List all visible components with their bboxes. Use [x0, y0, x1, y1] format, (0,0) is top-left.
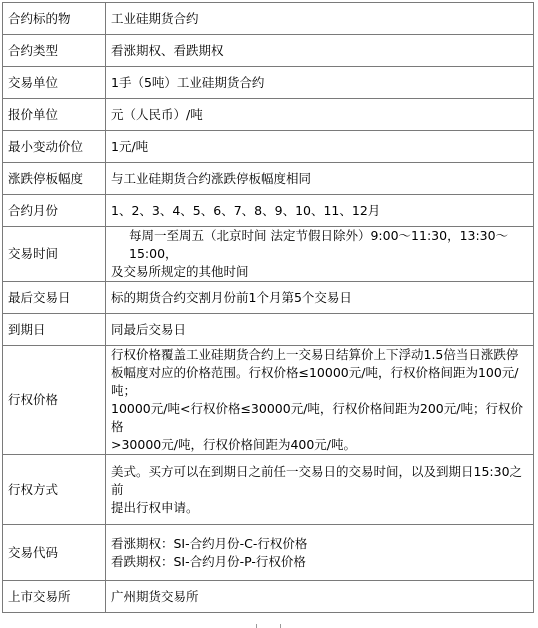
row-label: 上市交易所 [3, 581, 106, 613]
row-label: 合约类型 [3, 35, 106, 67]
row-value: 看涨期权、看跌期权 [106, 35, 534, 67]
option-contract-spec-table [2, 2, 534, 613]
strike-price-line: >30000元/吨，行权价格间距为400元/吨。 [111, 437, 357, 452]
page-break-mark [280, 624, 281, 628]
table-row [3, 195, 534, 227]
table-row [3, 455, 534, 525]
row-value: 广州期货交易所 [106, 581, 534, 613]
row-label: 报价单位 [3, 99, 106, 131]
row-value: 工业硅期货合约 [106, 3, 534, 35]
row-label: 最小变动价位 [3, 131, 106, 163]
page-break-mark [256, 624, 257, 628]
row-value: 1、2、3、4、5、6、7、8、9、10、11、12月 [106, 195, 534, 227]
row-label: 行权价格 [3, 346, 106, 455]
row-label: 交易时间 [3, 227, 106, 282]
row-label: 最后交易日 [3, 282, 106, 314]
table-row [3, 525, 534, 581]
row-value: 标的期货合约交割月份前1个月第5个交易日 [106, 282, 534, 314]
table-row [3, 131, 534, 163]
trading-code-line: 看涨期权：SI-合约月份-C-行权价格 [111, 535, 308, 551]
table-row [3, 67, 534, 99]
table-row [3, 282, 534, 314]
strike-price-line: 10000元/吨<行权价格≤30000元/吨，行权价格间距为200元/吨；行权价格 [111, 401, 523, 434]
table-row [3, 346, 534, 455]
trading-hours-line: 及交易所规定的其他时间 [111, 264, 249, 279]
row-value: 元（人民币）/吨 [106, 99, 534, 131]
table-row [3, 163, 534, 195]
table-row [3, 99, 534, 131]
table-row [3, 35, 534, 67]
row-label: 合约标的物 [3, 3, 106, 35]
row-value [106, 455, 534, 525]
row-value [106, 525, 534, 581]
row-label: 合约月份 [3, 195, 106, 227]
trading-code-line: 看跌期权：SI-合约月份-P-行权价格 [111, 553, 306, 569]
row-label: 涨跌停板幅度 [3, 163, 106, 195]
trading-hours-line: 每周一至周五（北京时间 法定节假日除外）9:00～11:30，13:30～15:00， [129, 228, 509, 261]
exercise-style-line: 提出行权申请。 [111, 499, 199, 515]
row-value [106, 227, 534, 282]
row-value: 1元/吨 [106, 131, 534, 163]
row-label: 到期日 [3, 314, 106, 346]
table-row [3, 314, 534, 346]
table-row [3, 581, 534, 613]
row-value: 与工业硅期货合约涨跌停板幅度相同 [106, 163, 534, 195]
table-row [3, 227, 534, 282]
row-label: 交易单位 [3, 67, 106, 99]
table-row [3, 3, 534, 35]
strike-price-line: 行权价格覆盖工业硅期货合约上一交易日结算价上下浮动1.5倍当日涨跌停 [111, 347, 519, 362]
row-label: 交易代码 [3, 525, 106, 581]
exercise-style-line: 美式。买方可以在到期日之前任一交易日的交易时间，以及到期日15:30之前 [111, 463, 523, 497]
row-label: 行权方式 [3, 455, 106, 525]
row-value [106, 346, 534, 455]
row-value: 同最后交易日 [106, 314, 534, 346]
row-value: 1手（5吨）工业硅期货合约 [106, 67, 534, 99]
strike-price-line: 板幅度对应的价格范围。行权价格≤10000元/吨，行权价格间距为100元/吨； [111, 365, 519, 398]
